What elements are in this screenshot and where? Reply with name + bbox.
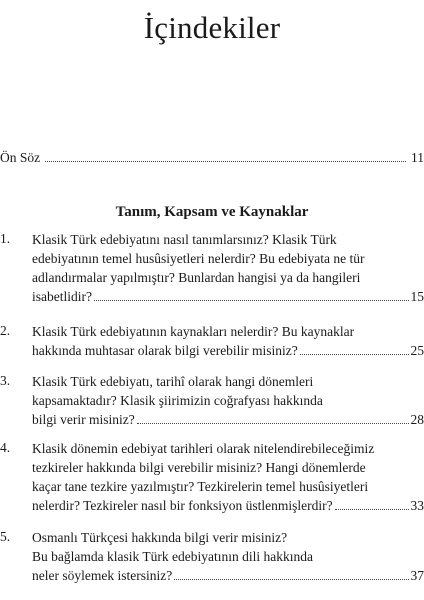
entry-last-line [32,567,424,585]
entry-page-number: 37 [410,568,424,583]
entry-line: nelerdir? Tezkireler nasıl bir fonksiyon üstlenmişlerdir? [32,498,333,513]
entry-page-number: 25 [410,343,424,358]
entry-page-number: 15 [410,289,424,304]
entry-line: kaçar tane tezkire yazılmıştır? Tezkirelerin temel husûsiyetleri [32,479,369,494]
entry-line: kapsamaktadır? Klasik şiirimizin coğrafyası hakkında [32,393,323,408]
entry-line: Klasik Türk edebiyatı, tarihî olarak hangi dönemleri [32,374,314,389]
entry-last-line [32,411,424,429]
entry-line: hakkında muhtasar olarak bilgi verebilir misiniz? [32,343,298,358]
entry-number: 1. [0,231,11,246]
entry-line: bilgi verir misiniz? [32,412,135,427]
entry-number: 4. [0,440,11,455]
entry-last-line [32,342,424,360]
entry-line: Klasik Türk edebiyatının kaynakları nelerdir? Bu kaynaklar [32,324,355,339]
entry-number: 3. [0,373,11,388]
entry-last-line [32,288,424,306]
entry-number: 5. [0,529,11,544]
dot-leader [335,509,409,510]
entry-line: edebiyatının temel husûsiyetleri nelerdir? Bu edebiyata ne tür [32,251,365,266]
dot-leader [174,579,408,580]
entry-line: neler söylemek istersiniz? [32,568,173,583]
toc-entry-preface [0,150,424,168]
entry-line: Klasik dönemin edebiyat tarihleri olarak nitelendirebileceğimiz [32,441,375,456]
preface-label: Ön Söz [0,150,41,165]
entry-line: Klasik Türk edebiyatını nasıl tanımlarsınız? Klasik Türk [32,232,337,247]
entry-line: Bu bağlamda klasik Türk edebiyatının dili hakkında [32,549,313,564]
entry-line: Osmanlı Türkçesi hakkında bilgi verir misiniz? [32,530,288,545]
entry-line: tezkireler hakkında bilgi verebilir misiniz? Hangi dönemlerde [32,460,366,475]
page-title: İçindekiler [143,10,281,45]
entry-last-line [32,497,424,515]
entry-number: 2. [0,323,11,338]
dot-leader [137,423,409,424]
entry-line: isabetlidir? [32,289,92,304]
entry-page-number: 28 [410,412,424,427]
dot-leader [45,161,406,162]
entry-page-number: 33 [410,498,424,513]
section-title: Tanım, Kapsam ve Kaynaklar [115,204,309,220]
entry-line: adlandırmalar yapılmıştır? Bunlardan hangisi ya da hangileri [32,270,361,285]
dot-leader [300,354,409,355]
preface-page-number: 11 [411,150,424,165]
dot-leader [94,300,409,301]
